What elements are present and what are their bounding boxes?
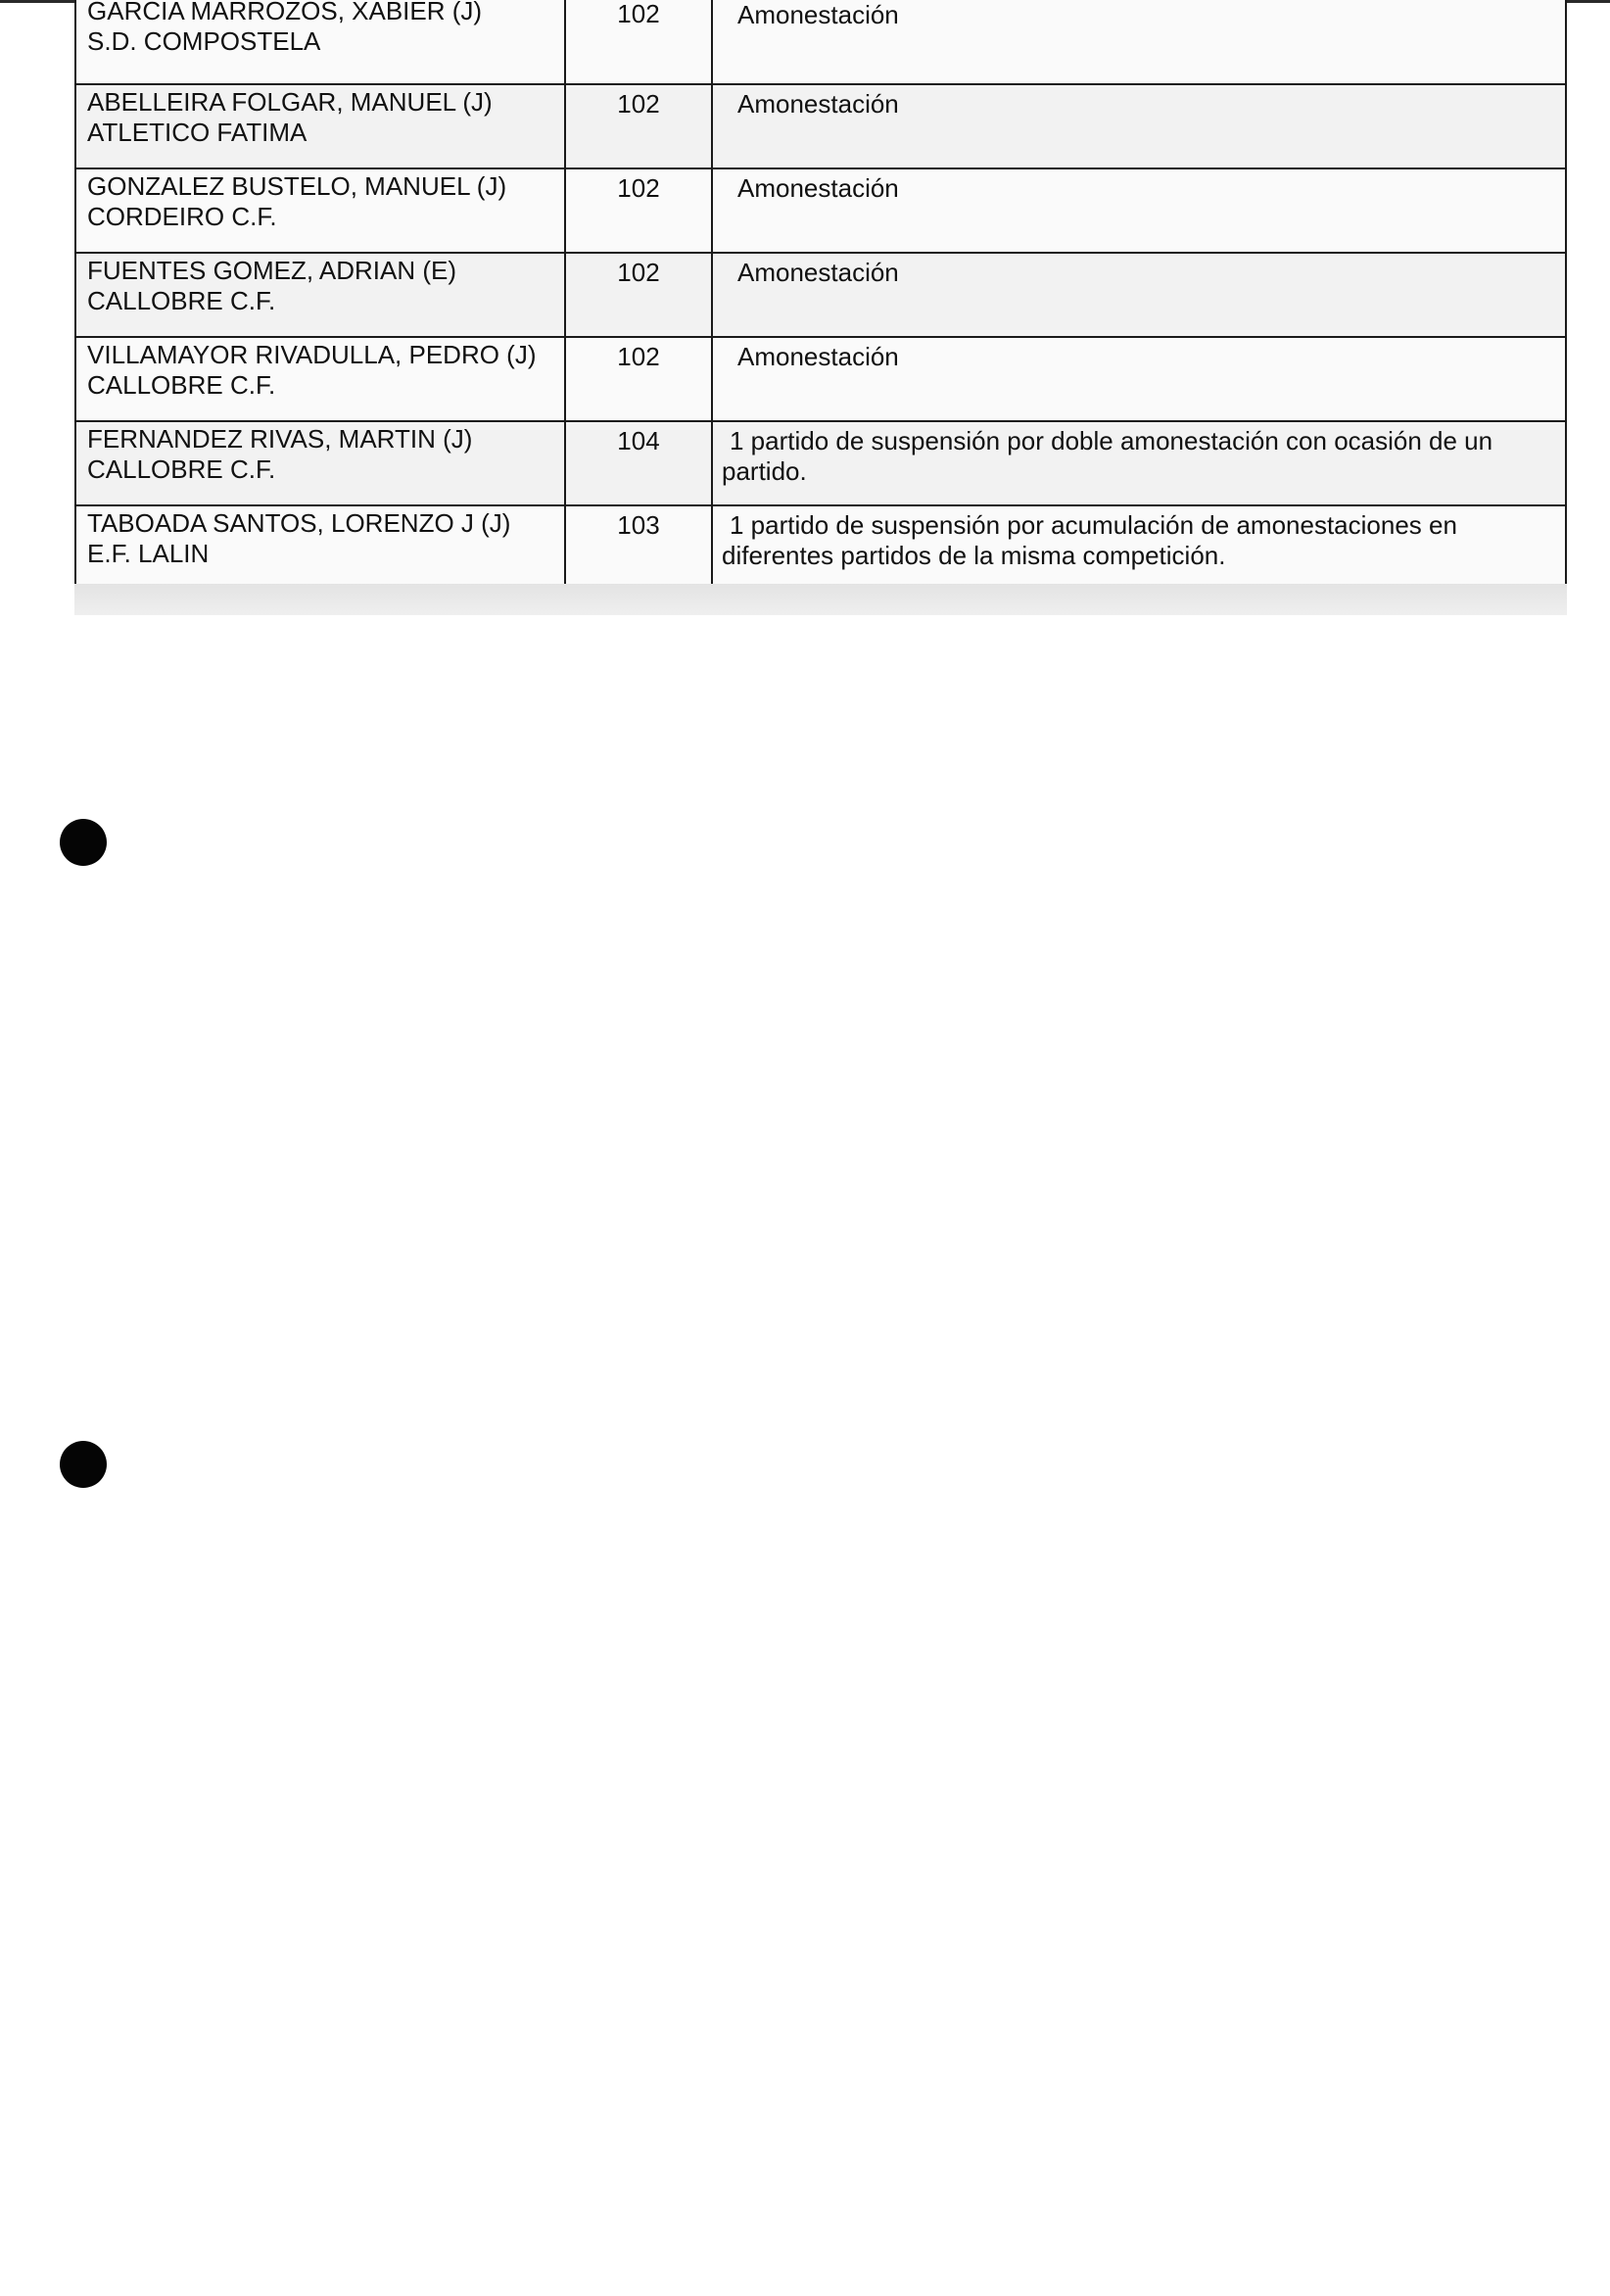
sanction-cell [712, 505, 1566, 590]
club-name: CALLOBRE C.F. [87, 454, 276, 484]
article-cell [565, 421, 712, 505]
sanction-text: Amonestación [737, 173, 899, 203]
player-cell [75, 421, 565, 505]
player-name: VILLAMAYOR RIVADULLA, PEDRO (J) [87, 340, 537, 369]
table-row [75, 337, 1566, 421]
player-name: GONZALEZ BUSTELO, MANUEL (J) [87, 171, 507, 201]
player-name: FERNANDEZ RIVAS, MARTIN (J) [87, 424, 473, 454]
club-name: S.D. COMPOSTELA [87, 26, 321, 56]
sanction-cell [712, 84, 1566, 168]
sanction-text: 1 partido de suspensión por doble amonestación con ocasión de un [730, 426, 1493, 455]
table-row [75, 84, 1566, 168]
club-name: ATLETICO FATIMA [87, 118, 308, 147]
table-footer-shading [74, 584, 1567, 615]
sanction-text-continued: partido. [722, 456, 807, 486]
article-number: 102 [617, 173, 660, 203]
table-row [75, 505, 1566, 590]
sanction-text: Amonestación [737, 89, 899, 119]
table-row [75, 253, 1566, 337]
sanctions-table [74, 0, 1567, 591]
sanction-cell [712, 337, 1566, 421]
player-cell [75, 337, 565, 421]
player-name: FUENTES GOMEZ, ADRIAN (E) [87, 256, 457, 285]
table-row [75, 0, 1566, 84]
table-row [75, 421, 1566, 505]
article-number: 103 [617, 510, 660, 540]
sanction-text: 1 partido de suspensión por acumulación de amonestaciones en [730, 510, 1457, 540]
club-name: CALLOBRE C.F. [87, 286, 276, 315]
table-row [75, 168, 1566, 253]
article-cell [565, 0, 712, 84]
article-number: 102 [617, 0, 660, 28]
article-cell [565, 253, 712, 337]
player-name: GARCIA MARROZOS, XABIER (J) [87, 0, 483, 25]
club-name: E.F. LALIN [87, 539, 210, 568]
article-cell [565, 337, 712, 421]
punch-hole-bottom [60, 1441, 107, 1488]
player-name: TABOADA SANTOS, LORENZO J (J) [87, 508, 511, 538]
player-cell [75, 84, 565, 168]
punch-hole-top [60, 819, 107, 866]
club-name: CORDEIRO C.F. [87, 202, 277, 231]
player-cell [75, 253, 565, 337]
sanction-text: Amonestación [737, 258, 899, 287]
player-name: ABELLEIRA FOLGAR, MANUEL (J) [87, 87, 493, 117]
player-cell [75, 0, 565, 84]
sanction-cell [712, 168, 1566, 253]
sanction-text-continued: diferentes partidos de la misma competición. [722, 541, 1226, 570]
article-number: 102 [617, 258, 660, 287]
club-name: CALLOBRE C.F. [87, 370, 276, 400]
article-cell [565, 168, 712, 253]
sanction-text: Amonestación [737, 342, 899, 371]
article-cell [565, 505, 712, 590]
sanction-text: Amonestación [737, 0, 899, 29]
sanction-cell [712, 0, 1566, 84]
sanction-cell [712, 253, 1566, 337]
article-number: 102 [617, 89, 660, 119]
sanction-cell [712, 421, 1566, 505]
article-number: 102 [617, 342, 660, 371]
player-cell [75, 505, 565, 590]
article-cell [565, 84, 712, 168]
player-cell [75, 168, 565, 253]
article-number: 104 [617, 426, 660, 455]
